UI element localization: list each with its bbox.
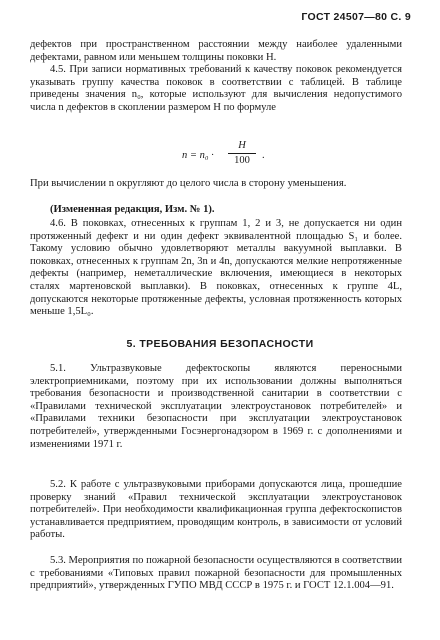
formula-fraction	[228, 140, 256, 167]
paragraph-4-6: 4.6. В поковках, отнесенных к группам 1, 2 и 3, не допускается ни один протяженный дефект и ни один дефект эквивалентной площадью S₁ и более. Такому условию обычно удовлетворяют металлы вакуумной выплавки. В поковках, отнесенных к группам 2n, 3n и 4n, допускаются мелкие непротяженные дефекты (например, неметаллические включения, имеющиеся в некоторых сталях мартеновской выплавки). В поковках, отнесенных к группе 4L, допускаются некоторые протяженные дефекты, условная протяженность которых меньше 1,5L₀.	[30, 218, 402, 318]
paragraph-continuation: дефектов при пространственном расстоянии между наиболее удаленными дефектами, равном или меньшем толщины поковки H.	[30, 39, 402, 63]
formula-numerator: H	[238, 140, 246, 151]
paragraph-5-1: 5.1. Ультразвуковые дефектоскопы являются переносными электроприемниками, поэтому при их использовании должны выполняться требования безопасности и производственной санитарии в соответствии с «Правилами технической эксплуатации электроустановок потребителей» и «Правилами техники безопасности при эксплуатации электроустановок потребителей», утвержденными Госэнергонадзором в 1969 г. с дополнениями и изменениями 1971 г.	[30, 363, 402, 450]
paragraph-5-2: 5.2. К работе с ультразвуковыми приборами допускаются лица, прошедшие проверку знаний «Правил технической эксплуатации электроустановок потребителей». При необходимости квалификационная группа дефектоскопистов устанавливается предприятием, проводящим контроль, в зависимости от условий работы.	[30, 479, 402, 541]
page-header: ГОСТ 24507—80 С. 9	[301, 11, 411, 23]
amendment-note: (Измененная редакция, Изм. № 1).	[50, 204, 215, 215]
paragraph-4-5: 4.5. При записи нормативных требований к качеству поковок рекомендуется указывать группу качества поковок в соответствии с таблицей. В таблице приведены значения n₀, которые используют для вычисления недопустимого числа n дефектов в скоплении размером H по формуле	[30, 64, 402, 113]
fraction-bar	[228, 153, 256, 154]
formula-tail: .	[262, 150, 265, 161]
paragraph-5-3: 5.3. Мероприятия по пожарной безопасности осуществляются в соответствии с требованиями «Типовых правил пожарной безопасности для промышленных предприятий», утвержденных ГУПО МВД СССР в 1975 г. и ГОСТ 12.1.004—91.	[30, 555, 402, 592]
paragraph-rounding: При вычислении n округляют до целого числа в сторону уменьшения.	[30, 178, 347, 189]
section-title: 5. ТРЕБОВАНИЯ БЕЗОПАСНОСТИ	[126, 338, 314, 350]
formula-denominator: 100	[234, 155, 250, 166]
formula-lhs: n = n₀ ·	[182, 150, 214, 161]
